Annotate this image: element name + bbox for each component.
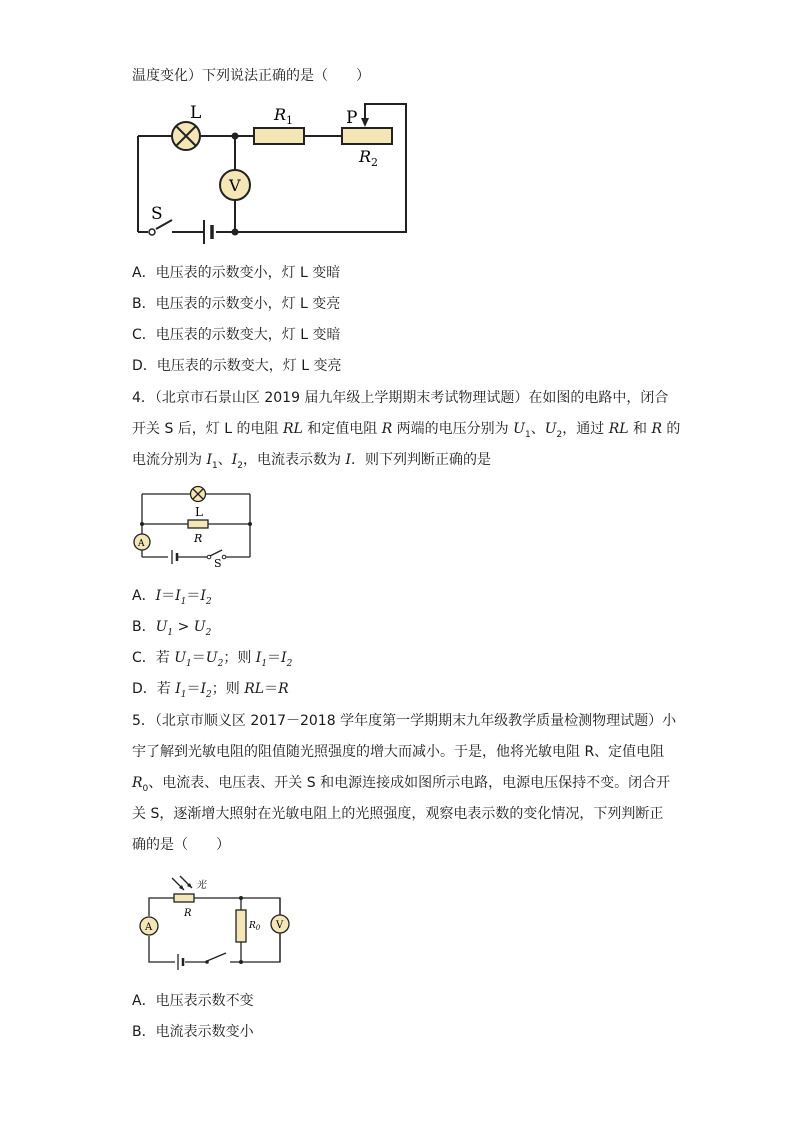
- q4-resistor-label: R: [194, 532, 203, 545]
- q4-line-1: 4．（北京市石景山区 2019 届九年级上学期期末考试物理试题）在如图的电路中，闭合: [132, 390, 669, 406]
- q4-option-b: B．$U_1 > U_2$: [132, 619, 212, 638]
- q3-option-a: A．电压表的示数变小，灯 L 变暗: [132, 265, 341, 281]
- switch-label: S: [151, 204, 163, 224]
- q4-circuit-figure: [130, 484, 258, 570]
- q3-stem-tail: 温度变化）下列说法正确的是（ ）: [132, 68, 370, 84]
- q4-option-c: C．若 $U_1=U_2$；则 $I_1=I_2$: [132, 650, 293, 669]
- r0-label: $R_0$: [249, 921, 261, 932]
- q4-switch-label: S: [214, 557, 222, 570]
- q5-line-5: 确的是（ ）: [132, 837, 230, 853]
- q3-circuit-figure: [128, 96, 418, 252]
- q3-option-d: D．电压表的示数变大，灯 L 变亮: [132, 358, 342, 374]
- q4-ammeter-label: A: [138, 539, 145, 549]
- r2-label: $R_2$: [359, 147, 379, 169]
- q5-ammeter-label: A: [145, 922, 153, 933]
- r1-label: $R_1$: [274, 105, 294, 127]
- slider-label: P: [346, 108, 358, 128]
- q5-line-1: 5．（北京市顺义区 2017－2018 学年度第一学期期末九年级教学质量检测物理试题）小: [132, 713, 677, 729]
- q5-voltmeter-label: V: [276, 920, 284, 931]
- q3-option-b: B．电压表的示数变小，灯 L 变亮: [132, 296, 341, 312]
- light-label: 光: [196, 880, 206, 891]
- q4-option-d: D．若 $I_1=I_2$；则 RL＝R: [132, 681, 289, 700]
- voltmeter-label: V: [229, 176, 241, 195]
- q5-line-4: 关 S，逐渐增大照射在光敏电阻上的光照强度，观察电表示数的变化情况，下列判断正: [132, 806, 664, 822]
- q3-option-c: C．电压表的示数变大，灯 L 变暗: [132, 327, 341, 343]
- q4-line-2: 开关 S 后，灯 L 的电阻 RL 和定值电阻 R 两端的电压分别为 $U_1$、$U_2$，通过 RL 和 R 的: [132, 421, 681, 440]
- lamp-label: L: [190, 103, 202, 123]
- q4-option-a: A．$I=I_1=I_2$: [132, 588, 212, 607]
- q5-line-2: 宇了解到光敏电阻的阻值随光照强度的增大而减小。于是，他将光敏电阻 R、定值电阻: [132, 744, 665, 760]
- q5-circuit-figure: [130, 870, 300, 978]
- q4-line-3: 电流分别为 $I_1$、$I_2$，电流表示数为 I．则下列判断正确的是: [132, 452, 491, 471]
- q5-resistor-label: R: [184, 908, 192, 919]
- q5-option-b: B．电流表示数变小: [132, 1024, 254, 1040]
- q5-option-a: A．电压表示数不变: [132, 993, 254, 1009]
- q4-lamp-label: L: [195, 505, 203, 519]
- q5-line-3: $R_0$、电流表、电压表、开关 S 和电源连接成如图所示电路，电源电压保持不变。闭合开: [132, 775, 671, 794]
